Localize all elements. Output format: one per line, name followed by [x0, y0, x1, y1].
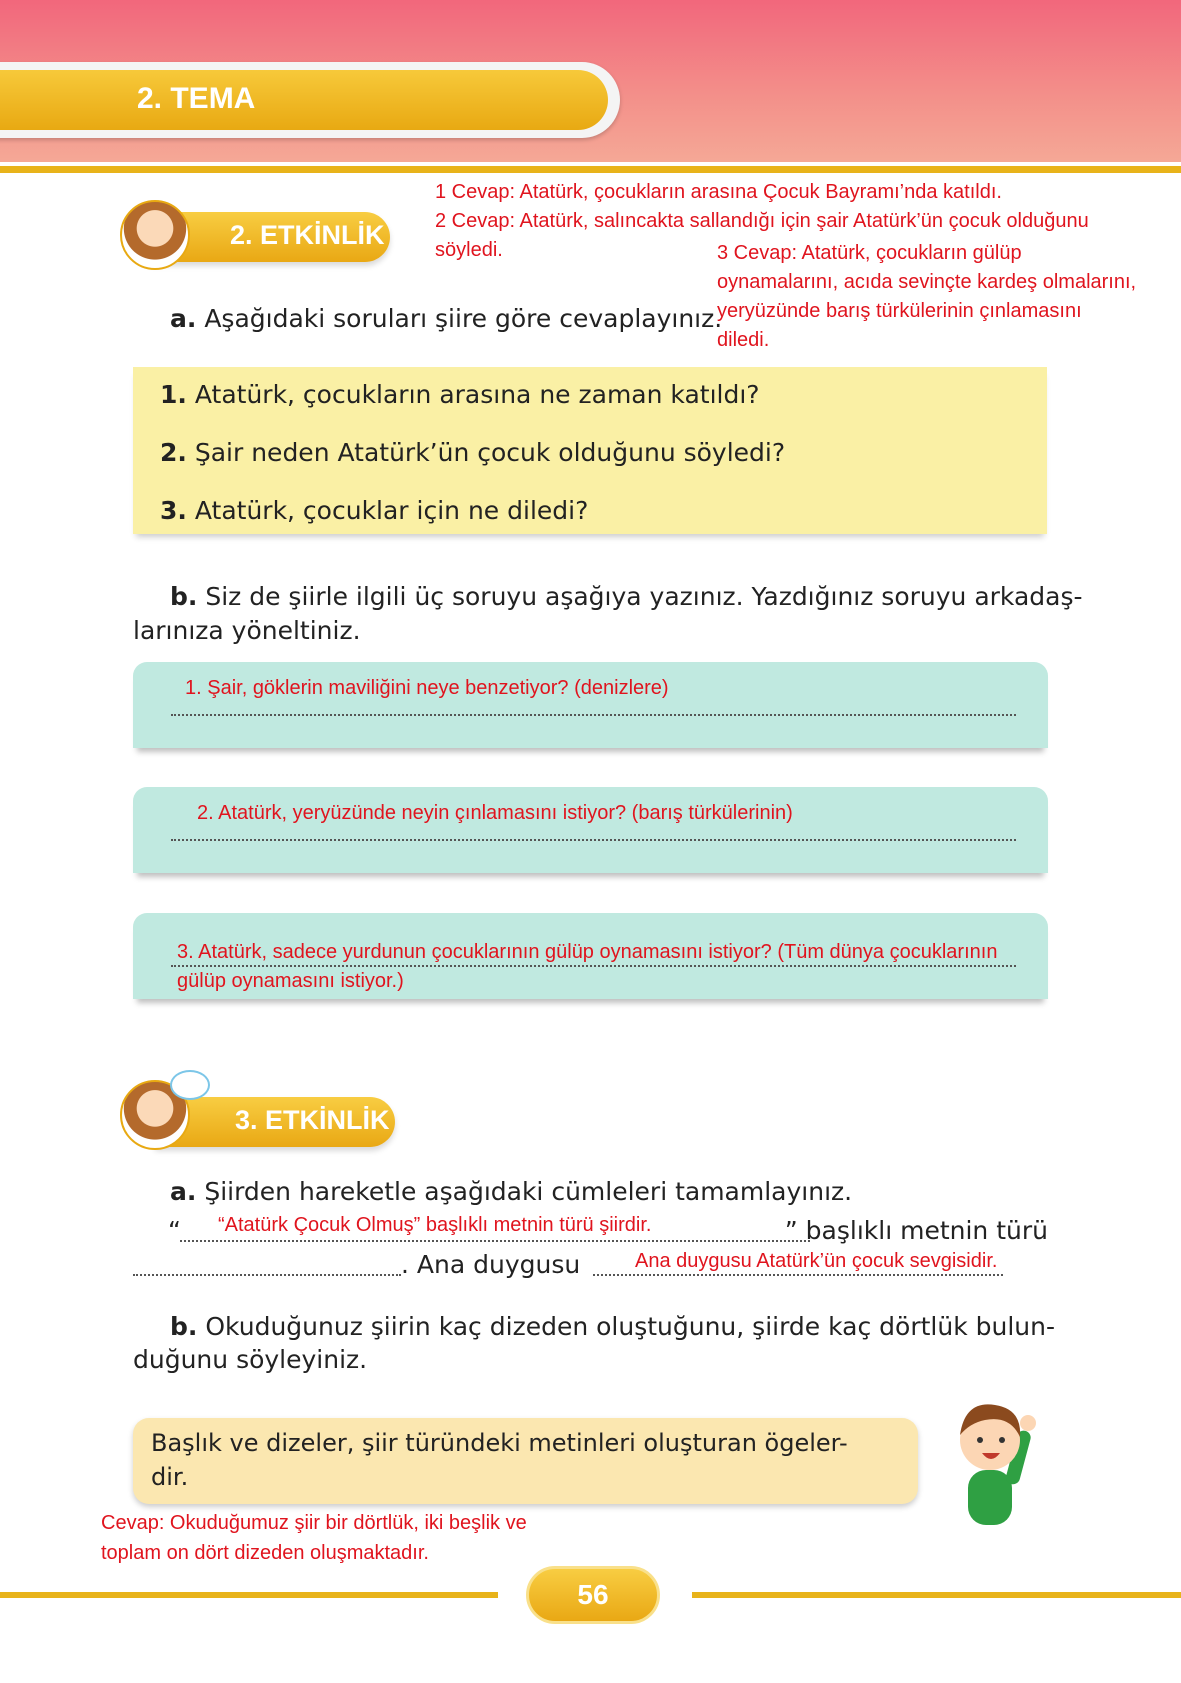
instruction-b-cont: larınıza yöneltiniz. — [133, 616, 361, 645]
question-text: Atatürk, çocukların arasına ne zaman katıldı? — [186, 380, 760, 409]
letter-b: b. — [170, 1312, 198, 1341]
instruction-text: Okuduğunuz şiirin kaç dizeden oluştuğunu, şiirde kaç dörtlük bulun- — [197, 1312, 1055, 1341]
instruction-3a — [170, 1175, 852, 1208]
letter-a: a. — [170, 304, 197, 333]
activity-2-badge: 2. ETKİNLİK — [150, 212, 390, 262]
question-2 — [160, 436, 785, 469]
tip-speech-bubble — [133, 1418, 918, 1504]
page-number: 56 — [526, 1566, 660, 1624]
written-question-3: 3. Atatürk, sadece yurdunun çocuklarının gülüp oynamasını istiyor? (Tüm dünya çocuklarının — [177, 941, 998, 963]
instruction-text: Aşağıdaki soruları şiire göre cevaplayınız. — [196, 304, 723, 333]
main-emotion-label: . Ana duygusu — [401, 1250, 581, 1279]
dotted-line — [171, 839, 1016, 841]
answer-3 — [717, 239, 1136, 355]
letter-a: a. — [170, 1177, 197, 1206]
theme-title: 2. TEMA — [137, 82, 256, 115]
tip-text: Başlık ve dizeler, şiir türündeki metinleri oluşturan ögeler- — [151, 1429, 848, 1457]
answer-3-line: oynamalarını, acıda sevinçte kardeş olmalarını, — [717, 271, 1137, 293]
tip-text: dir. — [151, 1463, 189, 1491]
answer-field-1[interactable] — [133, 662, 1048, 748]
letter-b: b. — [170, 582, 198, 611]
answer-3-line: 3 Cevap: Atatürk, çocukların gülüp — [717, 242, 1022, 264]
question-3 — [160, 494, 588, 527]
fill-answer-2: Ana duygusu Atatürk’ün çocuk sevgisidir. — [635, 1250, 998, 1272]
dotted-line — [171, 714, 1016, 716]
thought-bubble-icon — [170, 1070, 210, 1100]
written-question-3-cont: gülüp oynamasını istiyor.) — [177, 970, 404, 992]
answer-cevap-line-1: Cevap: Okuduğumuz şiir bir dörtlük, iki beşlik ve — [101, 1512, 527, 1534]
theme-band-inner — [0, 70, 608, 130]
answer-cevap-line-2: toplam on dört dizeden oluşmaktadır. — [101, 1542, 429, 1564]
open-quote: “ — [168, 1216, 181, 1245]
question-number: 1. — [160, 380, 187, 409]
written-question-2: 2. Atatürk, yeryüzünde neyin çınlamasını istiyor? (barış türkülerinin) — [197, 802, 793, 824]
question-number: 2. — [160, 438, 187, 467]
question-number: 3. — [160, 496, 187, 525]
title-type-text: ” başlıklı metnin türü — [784, 1216, 1048, 1245]
question-text: Atatürk, çocuklar için ne diledi? — [186, 496, 589, 525]
question-1 — [160, 378, 760, 411]
dotted-line — [133, 1274, 401, 1276]
instruction-text: Şiirden hareketle aşağıdaki cümleleri tamamlayınız. — [196, 1177, 853, 1206]
instruction-3b-cont: duğunu söyleyiniz. — [133, 1345, 368, 1374]
header-divider — [0, 166, 1181, 173]
instruction-text: Siz de şiirle ilgili üç soruyu aşağıya yazınız. Yazdığınız soruyu arkadaş- — [197, 582, 1083, 611]
written-question-1: 1. Şair, göklerin maviliğini neye benzetiyor? (denizlere) — [185, 677, 669, 699]
answer-field-2[interactable] — [133, 787, 1048, 873]
instruction-b — [170, 580, 1083, 613]
answer-3-line: yeryüzünde barış türkülerinin çınlamasını — [717, 300, 1082, 322]
question-text: Şair neden Atatürk’ün çocuk olduğunu söyledi? — [186, 438, 786, 467]
activity-3-badge: 3. ETKİNLİK — [155, 1097, 395, 1147]
answer-2-cont: söyledi. — [435, 239, 503, 261]
girl-reading-icon — [120, 200, 190, 270]
instruction-3b — [170, 1310, 1055, 1343]
boy-waving-icon — [950, 1395, 1040, 1525]
instruction-a — [170, 302, 722, 335]
answer-2: 2 Cevap: Atatürk, salıncakta sallandığı için şair Atatürk’ün çocuk olduğunu — [435, 210, 1089, 232]
dotted-line — [180, 1240, 810, 1242]
answer-3-line: diledi. — [717, 329, 770, 351]
answer-1: 1 Cevap: Atatürk, çocukların arasına Çocuk Bayramı’nda katıldı. — [435, 181, 1002, 203]
fill-answer-1: “Atatürk Çocuk Olmuş” başlıklı metnin türü şiirdir. — [218, 1214, 652, 1236]
footer-line-left — [0, 1592, 498, 1598]
footer-line-right — [692, 1592, 1181, 1598]
